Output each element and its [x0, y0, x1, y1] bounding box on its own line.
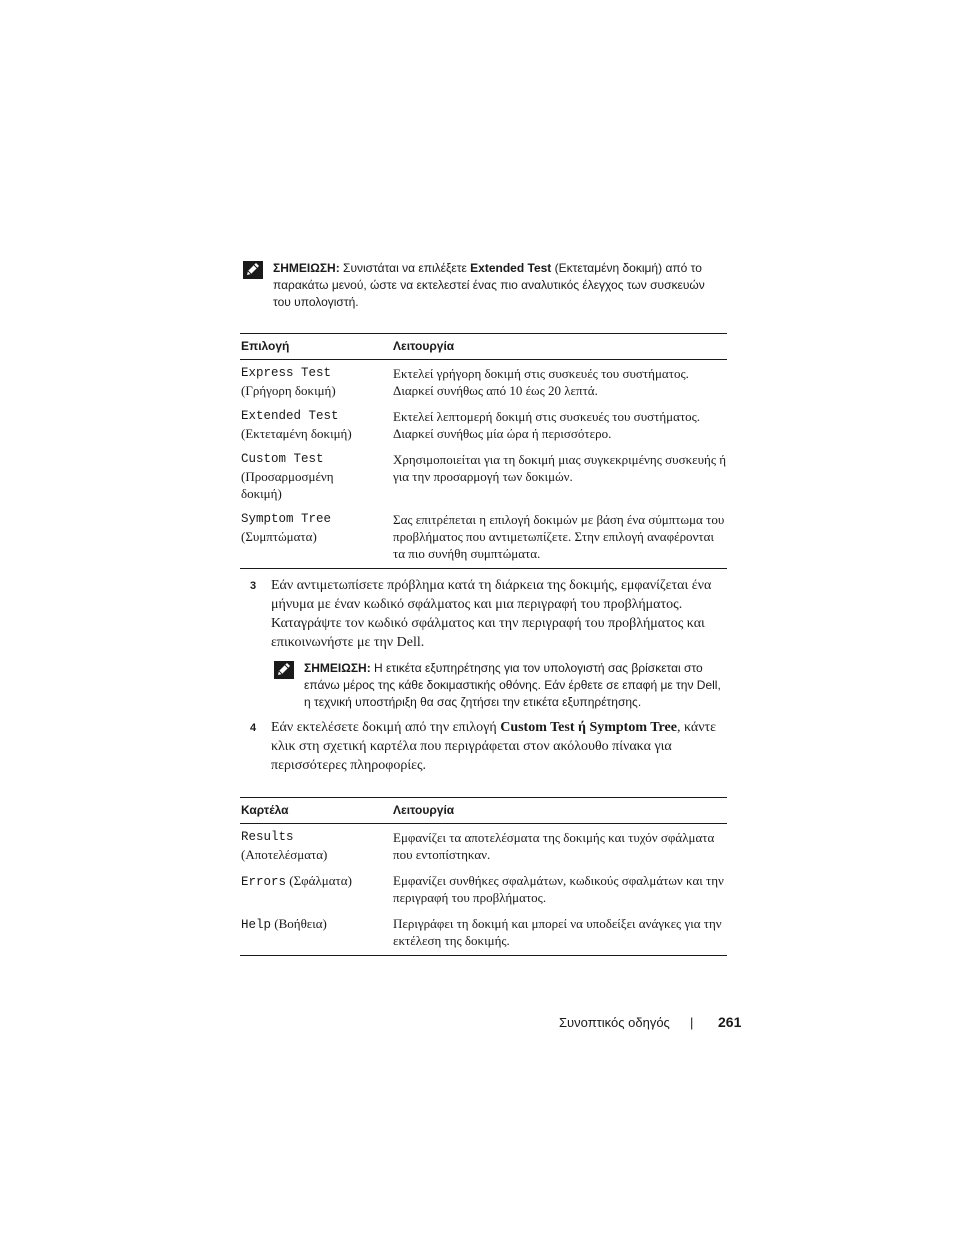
option-desc: Σας επιτρέπεται η επιλογή δοκιμών με βάση ένα σύμπτωμα του προβλήματος που αντιμετωπίζετε. Στην επιλογή αναφέρονται τα πιο συνήθη συμπτώματα. — [393, 512, 725, 561]
note-bold-term: Extended Test — [470, 261, 552, 275]
tabs-table — [240, 797, 727, 956]
step-number: 3 — [250, 580, 257, 592]
table-row: Express Test (Γρήγορη δοκιμή) Εκτελεί γρήγορη δοκιμή στις συσκευές του συστήματος. Διαρκεί συνήθως από 10 έως 20 λεπτά. — [240, 360, 727, 406]
table-header-row — [240, 798, 727, 824]
page-number: 261 — [718, 1014, 742, 1030]
table-row: Help (Βοήθεια) Περιγράφει τη δοκιμή και μπορεί να υποδείξει ανάγκες για την εκτέλεση της δοκιμής. — [240, 912, 727, 956]
table-row: Results (Αποτελέσματα) Εμφανίζει τα αποτελέσματα της δοκιμής και τυχόν σφάλματα που εντοπίστηκαν. — [240, 824, 727, 870]
header-tab: Καρτέλα — [240, 798, 392, 824]
option-desc: Εκτελεί λεπτομερή δοκιμή στις συσκευές του συστήματος. Διαρκεί συνήθως μία ώρα ή περισσότερο. — [393, 409, 701, 441]
note-pencil-icon — [243, 261, 263, 279]
step-text: Εάν αντιμετωπίσετε πρόβλημα κατά τη διάρκεια της δοκιμής, εμφανίζεται ένα μήνυμα με έναν κωδικό σφάλματος και μια περιγραφή του προβλήματος. Καταγράψτε τον κωδικό σφάλματος και την περιγραφή του προβλήματος και επικοινωνήστε με την Dell. — [271, 578, 712, 650]
step-4 — [250, 718, 730, 775]
note-service-tag: ΣΗΜΕΙΩΣΗ: Η ετικέτα εξυπηρέτησης για τον υπολογιστή σας βρίσκεται στο επάνω μέρος της κάθε δοκιμαστικής οθόνης. Εάν έρθετε σε επαφή με την Dell, η τεχνική υποστήριξη θα σας ζητήσει την ετικέτα εξυπηρέτησης. — [274, 660, 744, 712]
table-row: Errors (Σφάλματα) Εμφανίζει συνθήκες σφαλμάτων, κωδικούς σφαλμάτων και την περιγραφή του προβλήματος. — [240, 869, 727, 912]
tab-desc: Εμφανίζει συνθήκες σφαλμάτων, κωδικούς σφαλμάτων και την περιγραφή του προβλήματος. — [393, 873, 724, 905]
table-header-row — [240, 334, 727, 360]
tab-code: Results — [241, 830, 294, 844]
footer-separator: | — [690, 1015, 694, 1030]
step-number: 4 — [250, 722, 257, 734]
table-row: Extended Test (Εκτεταμένη δοκιμή) Εκτελεί λεπτομερή δοκιμή στις συσκευές του συστήματος. Διαρκεί συνήθως μία ώρα ή περισσότερο. — [240, 405, 727, 448]
options-table — [240, 333, 727, 569]
tab-code: Help — [241, 918, 272, 932]
option-desc: Εκτελεί γρήγορη δοκιμή στις συσκευές του συστήματος. Διαρκεί συνήθως από 10 έως 20 λεπτά. — [393, 366, 689, 398]
table-row: Symptom Tree (Συμπτώματα) Σας επιτρέπεται η επιλογή δοκιμών με βάση ένα σύμπτωμα του προβλήματος που αντιμετωπίζετε. Στην επιλογή αναφέρονται τα πιο συνήθη συμπτώματα. — [240, 508, 727, 569]
note-top: ΣΗΜΕΙΩΣΗ: Συνιστάται να επιλέξετε Extended Test (Εκτεταμένη δοκιμή) από το παρακάτω μενού, ώστε να εκτελεστεί ένας πιο αναλυτικός έλεγχος των συσκευών του υπολογιστή. — [243, 260, 743, 312]
step-text: Εάν εκτελέσετε δοκιμή από την επιλογή Custom Test ή Symptom Tree, κάντε κλικ στη σχετική καρτέλα που περιγράφεται στον ακόλουθο πίνακα για περισσότερες πληροφορίες. — [271, 720, 717, 773]
note-pencil-icon — [274, 661, 294, 679]
header-function: Λειτουργία — [392, 334, 727, 360]
option-code: Custom Test — [241, 452, 324, 466]
footer-title: Συνοπτικός οδηγός — [559, 1015, 670, 1030]
header-function: Λειτουργία — [392, 798, 727, 824]
tab-desc: Περιγράφει τη δοκιμή και μπορεί να υποδείξει ανάγκες για την εκτέλεση της δοκιμής. — [393, 916, 722, 948]
option-code: Symptom Tree — [241, 512, 332, 526]
option-code: Express Test — [241, 366, 332, 380]
note-label: ΣΗΜΕΙΩΣΗ: — [273, 261, 340, 275]
option-desc: Χρησιμοποιείται για τη δοκιμή μιας συγκεκριμένης συσκευής ή για την προσαρμογή των δοκιμών. — [393, 452, 727, 484]
step-3 — [250, 576, 730, 652]
tab-code: Errors — [241, 875, 287, 889]
note-label: ΣΗΜΕΙΩΣΗ: — [304, 661, 371, 675]
header-option: Επιλογή — [240, 334, 392, 360]
option-code: Extended Test — [241, 409, 339, 423]
tab-desc: Εμφανίζει τα αποτελέσματα της δοκιμής και τυχόν σφάλματα που εντοπίστηκαν. — [393, 830, 715, 862]
table-row: Custom Test (Προσαρμοσμένη δοκιμή) Χρησιμοποιείται για τη δοκιμή μιας συγκεκριμένης συσκευής ή για την προσαρμογή των δοκιμών. — [240, 448, 727, 508]
step-bold-term: Custom Test ή Symptom Tree — [500, 720, 677, 735]
